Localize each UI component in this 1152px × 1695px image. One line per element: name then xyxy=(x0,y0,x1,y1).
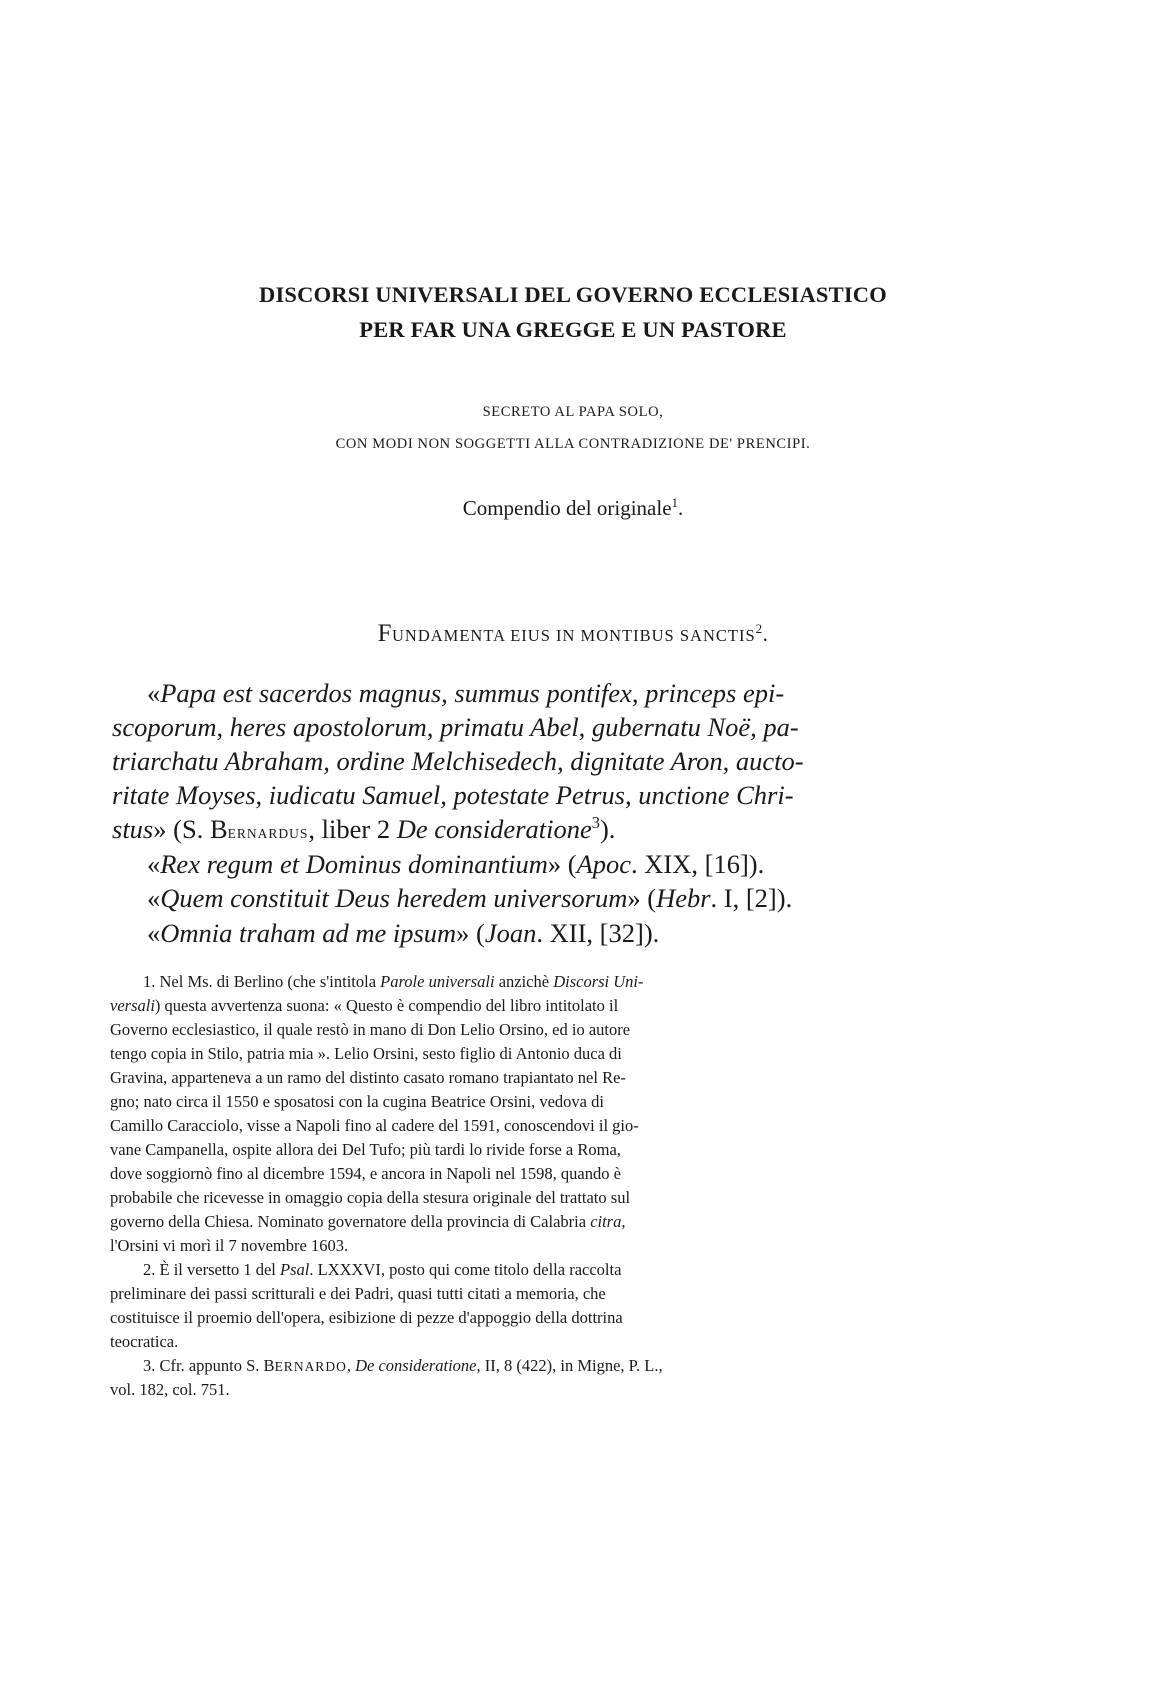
footnote-1-line-6: gno; nato circa il 1550 e sposatosi con la cugina Beatrice Orsini, vedova di xyxy=(110,1092,604,1111)
footnote-ref-1: 1 xyxy=(671,495,679,510)
quote-text: scoporum, heres apostolorum, primatu Abel, gubernatu Noë, pa- xyxy=(112,712,799,742)
citation-rest: . XIX, [16]). xyxy=(631,849,765,879)
footnote-3-line-2: vol. 182, col. 751. xyxy=(110,1380,230,1399)
quote-line-4 xyxy=(112,780,978,811)
quote-open-mark: « xyxy=(147,678,161,708)
subtitle-line-1: SECRETO AL PAPA SOLO, xyxy=(482,404,664,420)
footnote-1-line-5: Gravina, apparteneva a un ramo del distinto casato romano trapiantato nel Re- xyxy=(110,1068,626,1087)
quote-text: Papa est sacerdos magnus, summus pontifex, princeps epi- xyxy=(160,678,785,708)
footnote-italic: De consideratione xyxy=(355,1356,477,1375)
footnote-text: . LXXXVI, posto qui come titolo della raccolta xyxy=(309,1260,622,1279)
citation-book: Apoc xyxy=(576,849,632,879)
citation-book: Hebr xyxy=(656,883,711,913)
footnote-text: , xyxy=(346,1356,356,1375)
footnote-italic: versali xyxy=(110,996,155,1015)
footnote-text: 1. Nel Ms. di Berlino (che s'intitola xyxy=(143,972,381,991)
title-line-2: PER FAR UNA GREGGE E UN PASTORE xyxy=(359,317,787,342)
quote-open-mark: « xyxy=(147,849,161,879)
footnote-text: , xyxy=(621,1212,626,1231)
quote-line-7 xyxy=(147,883,792,914)
footnote-author-initial: B xyxy=(263,1356,275,1375)
footnote-1-line-10: probabile che ricevesse in omaggio copia della stesura originale del trattato sul xyxy=(110,1188,631,1207)
footnote-1-line-7: Camillo Caracciolo, visse a Napoli fino al cadere del 1591, conoscendovi il gio- xyxy=(110,1116,639,1135)
footnote-2-line-1 xyxy=(143,1260,621,1280)
footnote-italic: Parole universali xyxy=(380,972,495,991)
work-title: De consideratione xyxy=(396,814,592,844)
quote-text: Omnia traham ad me ipsum xyxy=(160,918,457,948)
quote-line-5 xyxy=(112,814,615,845)
footnote-text: , II, 8 (422), in Migne, P. L., xyxy=(476,1356,663,1375)
quote-open-mark: « xyxy=(147,883,161,913)
quote-text: triarchatu Abraham, ordine Melchisedech, dignitate Aron, aucto- xyxy=(112,746,804,776)
quote-text: Rex regum et Dominus dominantium xyxy=(160,849,548,879)
footnote-1-line-3: Governo ecclesiastico, il quale restò in mano di Don Lelio Orsino, ed io autore xyxy=(110,1020,631,1039)
compendio-heading xyxy=(150,496,996,521)
compendio-text: Compendio del originale xyxy=(462,496,672,520)
quote-open-mark: « xyxy=(147,918,161,948)
footnote-1-line-8: vane Campanella, ospite allora dei Del Tufo; più tardi lo rivide forse a Roma, xyxy=(110,1140,621,1159)
quote-close: » ( xyxy=(547,849,577,879)
quote-close: » (S. xyxy=(153,814,210,844)
citation-rest: . XII, [32]). xyxy=(536,918,660,948)
subtitle-line-2: CON MODI NON SOGGETTI ALLA CONTRADIZIONE DE' PRENCIPI. xyxy=(335,436,811,452)
quote-close: » ( xyxy=(456,918,485,948)
fundamenta-end: . xyxy=(762,622,769,646)
title-line-1: DISCORSI UNIVERSALI DEL GOVERNO ECCLESIASTICO xyxy=(259,282,887,307)
fundamenta-heading xyxy=(150,620,996,648)
footnote-ref-3: 3 xyxy=(591,813,600,833)
citation-book: Joan xyxy=(484,918,537,948)
footnote-ref-2: 2 xyxy=(755,621,763,636)
footnote-author-name: ERNARDO xyxy=(274,1359,347,1374)
quote-line-2 xyxy=(112,712,978,743)
quote-close: » ( xyxy=(627,883,657,913)
footnote-text: ) questa avvertenza suona: « Questo è compendio del libro intitolato il xyxy=(154,996,619,1015)
citation-text: , liber 2 xyxy=(308,814,397,844)
footnote-italic: Discorsi Uni- xyxy=(553,972,644,991)
fundamenta-text: UNDAMENTA EIUS IN MONTIBUS SANCTIS xyxy=(392,626,756,645)
quote-line-6 xyxy=(147,849,764,880)
quote-text: Quem constituit Deus heredem universorum xyxy=(160,883,628,913)
fundamenta-initial: F xyxy=(377,620,393,647)
footnote-text: 2. È il versetto 1 del xyxy=(143,1260,281,1279)
footnote-2-line-2: preliminare dei passi scritturali e dei Padri, quasi tutti citati a memoria, che xyxy=(110,1284,606,1303)
quote-line-3 xyxy=(112,746,978,777)
author-name: ERNARDUS xyxy=(227,826,309,841)
footnote-2-line-3: costituisce il proemio dell'opera, esibizione di pezze d'appoggio della dottrina xyxy=(110,1308,623,1327)
citation-rest: . I, [2]). xyxy=(710,883,793,913)
footnote-1-line-4: tengo copia in Stilo, patria mia ». Lelio Orsini, sesto figlio di Antonio duca di xyxy=(110,1044,622,1063)
quote-line-1 xyxy=(147,678,975,709)
compendio-end: . xyxy=(678,496,684,520)
footnote-text: 3. Cfr. appunto S. xyxy=(143,1356,264,1375)
quote-text: ritate Moyses, iudicatu Samuel, potestate Petrus, unctione Chri- xyxy=(112,780,794,810)
footnote-text: governo della Chiesa. Nominato governatore della provincia di Calabria xyxy=(110,1212,591,1231)
footnote-italic: citra xyxy=(590,1212,622,1231)
footnote-1-line-12: l'Orsini vi morì il 7 novembre 1603. xyxy=(110,1236,349,1255)
footnote-2-line-4: teocratica. xyxy=(110,1332,179,1351)
footnote-1-line-2 xyxy=(110,996,618,1016)
footnote-1-line-1 xyxy=(143,972,644,992)
footnote-1-line-11 xyxy=(110,1212,625,1232)
footnote-text: anzichè xyxy=(494,972,554,991)
author-initial: B xyxy=(209,814,228,844)
footnote-1-line-9: dove soggiornò fino al dicembre 1594, e ancora in Napoli nel 1598, quando è xyxy=(110,1164,621,1183)
footnote-3-line-1 xyxy=(143,1356,663,1376)
quote-text: stus xyxy=(112,814,154,844)
quote-line-8 xyxy=(147,918,659,949)
footnote-italic: Psal xyxy=(280,1260,310,1279)
citation-end: ). xyxy=(599,814,616,844)
